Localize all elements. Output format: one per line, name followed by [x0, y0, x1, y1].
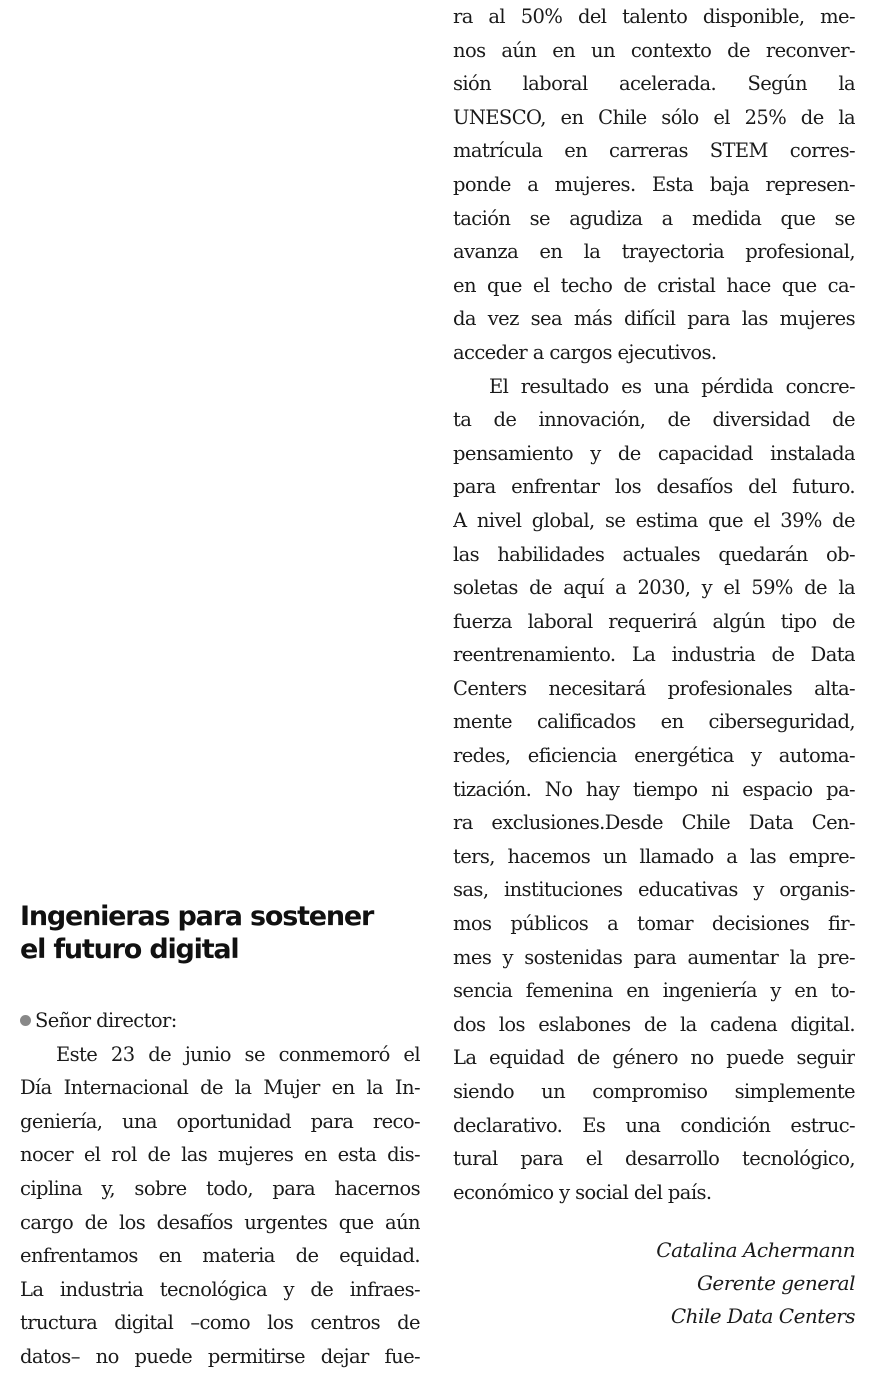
body-line: en que el techo de cristal hace que ca-	[453, 273, 855, 297]
body-line: nos aún en un contexto de reconver-	[453, 38, 855, 62]
body-line: datos– no puede permitirse dejar fue-	[20, 1344, 420, 1368]
body-line: tización. No hay tiempo ni espacio pa-	[453, 777, 855, 801]
headline-line: el futuro digital	[20, 934, 239, 965]
body-line: para enfrentar los desafíos del futuro.	[453, 475, 855, 499]
body-line: Este 23 de junio se conmemoró el	[56, 1042, 420, 1066]
body-line: ters, hacemos un llamado a las empre-	[453, 844, 855, 868]
body-line: fuerza laboral requerirá algún tipo de	[453, 609, 855, 633]
body-line: ciplina y, sobre todo, para hacernos	[20, 1176, 420, 1200]
signature	[453, 1234, 855, 1333]
body-line: matrícula en carreras STEM corres-	[453, 139, 855, 163]
body-line: UNESCO, en Chile sólo el 25% de la	[453, 105, 855, 129]
body-line: ra al 50% del talento disponible, me-	[453, 5, 855, 28]
body-line: dos los eslabones de la cadena digital.	[453, 1012, 855, 1036]
bullet-icon	[20, 1015, 31, 1026]
headline	[20, 900, 420, 966]
body-line: ta de innovación, de diversidad de	[453, 408, 855, 432]
letter-body-right	[453, 0, 855, 1209]
salutation: Señor director:	[20, 1004, 420, 1038]
body-line: declarativo. Es una condición estruc-	[453, 1113, 855, 1137]
body-line: Centers necesitará profesionales alta-	[453, 676, 855, 700]
signature-role: Gerente general	[696, 1271, 855, 1295]
body-line: La industria tecnológica y de infraes-	[20, 1277, 420, 1301]
body-line: A nivel global, se estima que el 39% de	[453, 508, 855, 532]
body-line: cargo de los desafíos urgentes que aún	[20, 1210, 420, 1234]
signature-name: Catalina Achermann	[656, 1238, 855, 1262]
body-line: enfrentamos en materia de equidad.	[20, 1244, 420, 1268]
body-line: El resultado es una pérdida concre-	[489, 374, 855, 398]
body-line: Día Internacional de la Mujer en la In-	[20, 1076, 420, 1100]
body-line: sencia femenina en ingeniería y en to-	[453, 979, 855, 1003]
body-line: da vez sea más difícil para las mujeres	[453, 307, 855, 331]
body-line: nocer el rol de las mujeres en esta dis-	[20, 1143, 420, 1167]
body-line: mente calificados en ciberseguridad,	[453, 710, 855, 734]
body-line: avanza en la trayectoria profesional,	[453, 240, 855, 264]
body-line: tación se agudiza a medida que se	[453, 206, 855, 230]
signature-company: Chile Data Centers	[670, 1304, 855, 1328]
body-line: La equidad de género no puede seguir	[453, 1046, 855, 1070]
body-line: las habilidades actuales quedarán ob-	[453, 542, 855, 566]
letter-body-left	[20, 1004, 420, 1374]
body-line: ra exclusiones.Desde Chile Data Cen-	[453, 811, 855, 835]
body-line: sas, instituciones educativas y organis-	[453, 878, 855, 902]
body-line: acceder a cargos ejecutivos.	[453, 340, 717, 364]
body-line: tural para el desarrollo tecnológico,	[453, 1147, 855, 1171]
headline-line: Ingenieras para sostener	[20, 901, 374, 932]
body-line: ponde a mujeres. Esta baja represen-	[453, 172, 855, 196]
body-line: mes y sostenidas para aumentar la pre-	[453, 945, 855, 969]
body-line: tructura digital –como los centros de	[20, 1311, 420, 1335]
body-line: redes, eficiencia energética y automa-	[453, 744, 855, 768]
body-line: soletas de aquí a 2030, y el 59% de la	[453, 576, 855, 600]
body-line: económico y social del país.	[453, 1180, 712, 1204]
body-line: sión laboral acelerada. Según la	[453, 72, 855, 96]
body-line: geniería, una oportunidad para reco-	[20, 1109, 420, 1133]
body-line: mos públicos a tomar decisiones fir-	[453, 912, 855, 936]
body-line: reentrenamiento. La industria de Data	[453, 643, 855, 667]
body-line: pensamiento y de capacidad instalada	[453, 441, 855, 465]
body-line: siendo un compromiso simplemente	[453, 1080, 855, 1103]
